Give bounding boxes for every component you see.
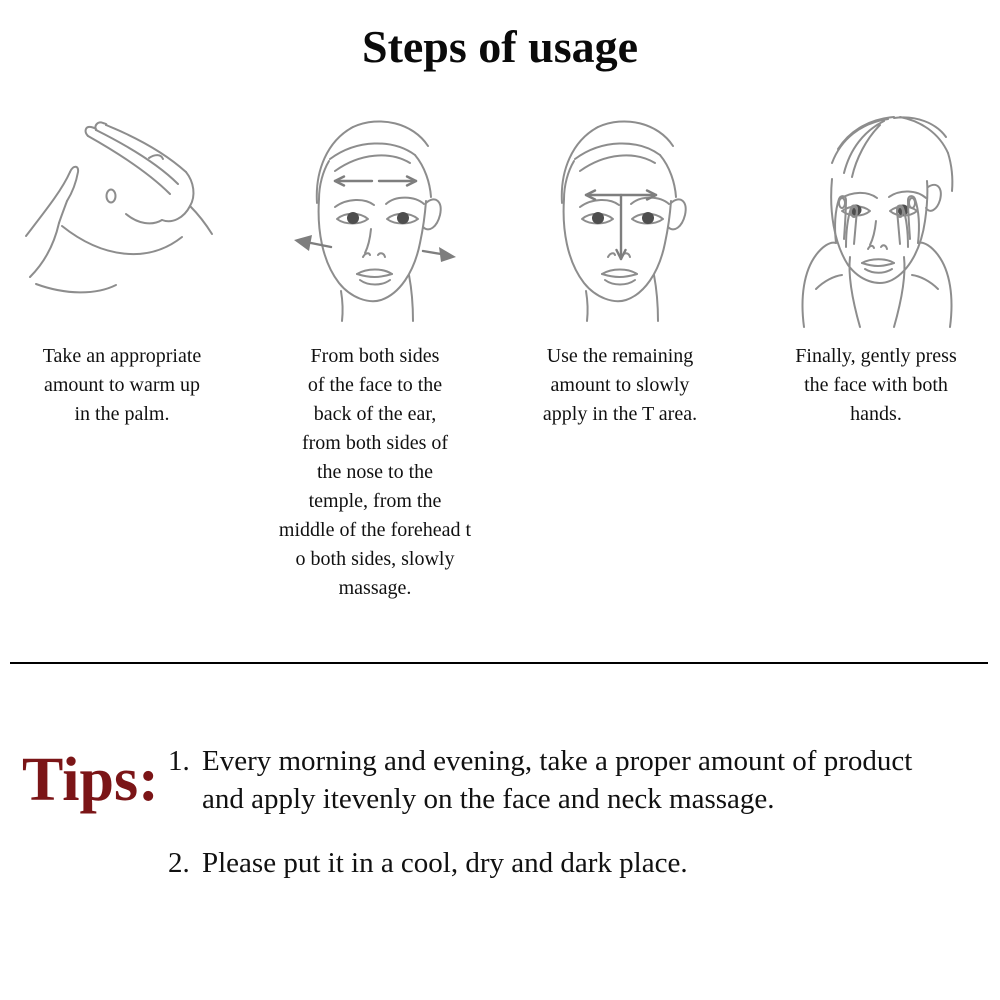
tip-item-2 <box>168 844 1000 882</box>
hands-rubbing-illustration <box>0 104 244 342</box>
tips-label: Tips: <box>22 746 159 814</box>
step-2 <box>253 104 497 603</box>
step-caption: Finally, gently press the face with both hands. <box>795 345 957 425</box>
tips-list <box>168 742 1000 908</box>
face-press-hands-icon <box>776 104 976 332</box>
face-t-zone-illustration <box>498 104 742 342</box>
tip-item-1 <box>168 742 1000 818</box>
hands-rubbing-icon <box>12 104 232 332</box>
tip-text: Every morning and evening, take a proper amount of product and apply itevenly on the face and neck massage. <box>202 745 913 815</box>
face-pressed-with-hands-illustration <box>754 104 998 342</box>
face-side-arrows-icon <box>275 104 475 332</box>
section-divider <box>10 662 988 664</box>
step-caption: From both sides of the face to the back of the ear, from both sides of the nose to the temple, from the middle of the forehead t o both sides, slowly massage. <box>278 345 472 599</box>
step-1 <box>0 104 244 429</box>
step-4 <box>754 104 998 429</box>
face-side-massage-arrows-illustration <box>253 104 497 342</box>
tip-number: 1. <box>168 745 190 777</box>
page-title: Steps of usage <box>361 21 639 72</box>
step-3 <box>498 104 742 429</box>
step-caption: Use the remaining amount to slowly apply in the T area. <box>542 345 698 425</box>
step-caption: Take an appropriate amount to warm up in the palm. <box>42 345 202 425</box>
face-t-zone-icon <box>520 104 720 332</box>
tip-text: Please put it in a cool, dry and dark place. <box>202 847 688 879</box>
tip-number: 2. <box>168 847 190 879</box>
